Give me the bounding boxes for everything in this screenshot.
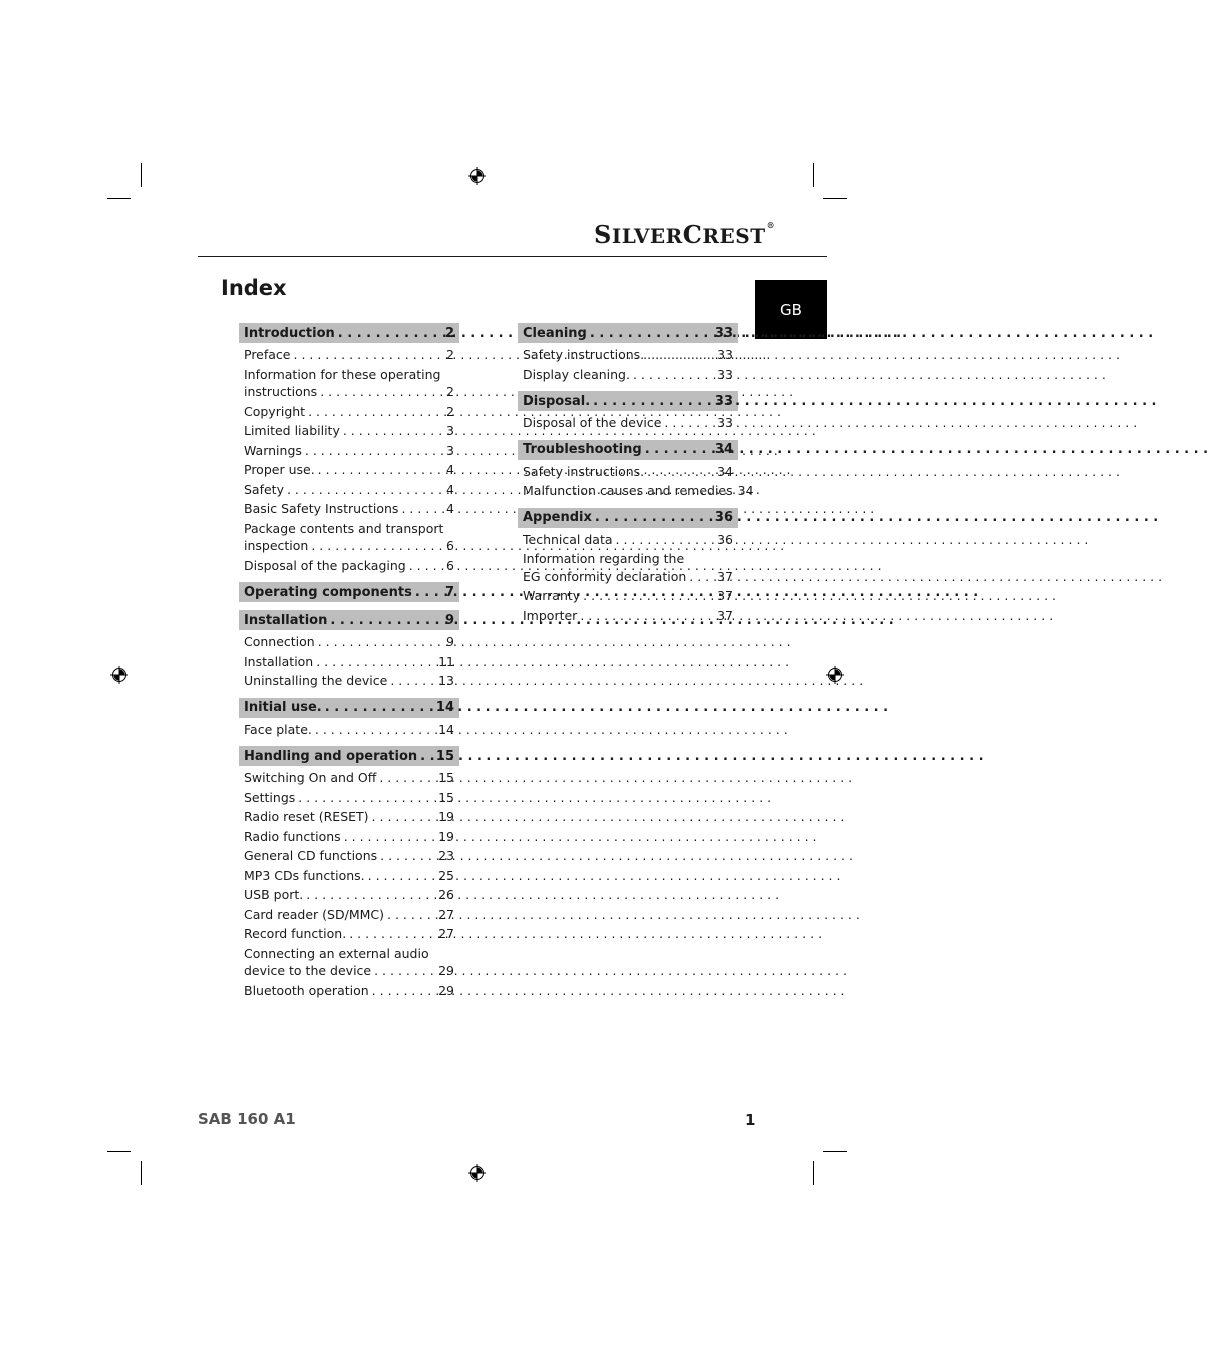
entry-title-line: Connecting an external audio (244, 945, 429, 961)
entry-page: 14 (438, 721, 454, 737)
section-page: 2 (444, 325, 454, 341)
entry-page: 4 (446, 462, 454, 477)
dot-leader (415, 585, 443, 600)
entry-title: Technical data (523, 531, 613, 547)
entry-row (523, 568, 733, 586)
entry-page: 13 (438, 673, 454, 688)
entry-title: Connection (244, 634, 315, 649)
entry-row (244, 906, 454, 924)
section-title: Disposal. (523, 393, 591, 409)
section-title: Introduction (244, 325, 335, 341)
entry-page: 25 (438, 867, 454, 883)
entry-row (523, 366, 733, 384)
entry-row (523, 346, 733, 364)
index-entry (239, 828, 459, 846)
crop-mark (813, 1161, 814, 1185)
section-title: Operating components (244, 584, 412, 600)
entry-row (244, 886, 454, 904)
entry-page: 15 (438, 770, 454, 785)
section-title: Cleaning (523, 325, 587, 341)
dot-leader (368, 867, 436, 885)
entry-title: Display cleaning. (523, 366, 630, 382)
dot-leader (318, 461, 444, 479)
entry-title: device to the device (244, 963, 372, 978)
entry-page: 33 (717, 366, 733, 382)
index-entry (239, 481, 459, 499)
entry-row (244, 346, 454, 364)
dot-leader (689, 568, 715, 586)
entry-page: 4 (446, 481, 454, 497)
entry-title: Copyright (244, 403, 306, 419)
index-section (239, 746, 459, 999)
index-entry (239, 653, 459, 671)
index-entry (239, 721, 459, 739)
entry-title: Malfunction causes and remedies (523, 483, 733, 498)
section-page: 33 (714, 325, 733, 341)
entry-row (244, 769, 454, 787)
index-entry (239, 945, 459, 980)
index-entry (239, 982, 459, 1000)
section-heading (518, 391, 738, 411)
section-heading (239, 746, 459, 766)
crop-mark (813, 163, 814, 187)
entry-row (244, 962, 454, 980)
section-page: 33 (714, 393, 733, 409)
index-entry (518, 531, 738, 549)
entry-page: 2 (446, 384, 454, 399)
dot-leader (387, 906, 436, 924)
entry-title: Proper use. (244, 462, 315, 477)
dot-leader (343, 422, 444, 440)
entry-page: 3 (446, 423, 454, 438)
dot-leader (616, 531, 716, 549)
index-entry (239, 867, 459, 885)
index-entry (239, 520, 459, 555)
dot-leader (308, 403, 444, 421)
entry-row (244, 808, 454, 826)
index-section (239, 582, 459, 602)
index-entry (239, 403, 459, 421)
index-section (518, 440, 754, 500)
index-entry (518, 414, 738, 432)
dot-leader (372, 982, 436, 1000)
registration-mark-icon (468, 167, 486, 185)
crop-mark (107, 1151, 131, 1152)
dot-leader (647, 463, 715, 481)
section-page: 34 (714, 442, 733, 457)
entry-row (244, 828, 454, 846)
dot-leader (420, 749, 434, 764)
entry-page: 27 (438, 906, 454, 922)
index-section (239, 610, 459, 690)
entry-row (523, 482, 754, 500)
entry-row (523, 607, 733, 625)
dot-leader (320, 383, 444, 401)
entry-page: 11 (438, 653, 454, 669)
registration-mark-icon (110, 666, 128, 684)
dot-leader (287, 481, 444, 499)
index-section (518, 323, 738, 383)
dot-leader (664, 414, 715, 432)
entry-page: 9 (446, 634, 454, 649)
entry-row (244, 481, 454, 499)
dot-leader (590, 326, 713, 341)
entry-page: 6 (446, 538, 454, 553)
entry-title: USB port. (244, 887, 304, 902)
index-section (518, 508, 738, 625)
index-entry (239, 557, 459, 575)
section-title: Troubleshooting (523, 442, 642, 457)
entry-page: 36 (717, 531, 733, 547)
index-entry (518, 607, 738, 625)
entry-title: Warranty (523, 588, 581, 603)
dot-leader (379, 769, 436, 787)
entry-page: 23 (438, 848, 454, 863)
entry-title: Importer (523, 607, 578, 623)
entry-row (244, 537, 454, 555)
entry-title: EG conformity declaration (523, 568, 687, 584)
crop-mark (823, 198, 847, 199)
section-page: 15 (435, 748, 454, 764)
index-entry (518, 463, 738, 481)
entry-title: MP3 CDs functions. (244, 867, 365, 883)
entry-title: Radio reset (RESET) (244, 809, 369, 824)
dot-leader (306, 886, 436, 904)
dot-leader (344, 828, 436, 846)
entry-title: Safety instructions. (523, 463, 645, 479)
dot-leader (593, 394, 713, 409)
index-entry (518, 482, 754, 500)
entry-page: 37 (717, 607, 733, 623)
entry-row (244, 500, 454, 518)
entry-row (244, 461, 454, 479)
entry-title: Record function. (244, 926, 347, 941)
entry-page: 37 (717, 568, 733, 584)
entry-page: 3 (446, 442, 454, 458)
entry-title: Limited liability (244, 423, 340, 438)
entry-row (523, 587, 733, 605)
entry-title: General CD functions (244, 848, 378, 863)
index-entry (518, 550, 738, 585)
dot-leader (298, 789, 436, 807)
entry-page: 26 (438, 887, 454, 902)
dot-leader (580, 607, 715, 625)
entry-title: Disposal of the packaging (244, 557, 406, 573)
entry-row (244, 867, 454, 885)
index-entry (239, 422, 459, 440)
section-heading (518, 440, 738, 460)
index-entry (239, 633, 459, 651)
section-heading (518, 323, 738, 343)
entry-title: Disposal of the device (523, 415, 662, 430)
index-entry (239, 500, 459, 518)
page-number: 1 (745, 1111, 756, 1129)
entry-page: 37 (717, 588, 733, 603)
entry-title-line: Package contents and transport (244, 520, 444, 536)
section-page: 7 (444, 584, 454, 600)
entry-row (244, 789, 454, 807)
index-column-right (518, 323, 754, 632)
language-tab: GB (755, 280, 827, 339)
index-entry (239, 789, 459, 807)
dot-leader (305, 442, 444, 460)
entry-row (244, 847, 454, 865)
entry-row (523, 463, 733, 481)
entry-title: Safety (244, 481, 284, 497)
index-section (239, 698, 459, 739)
index-entry (239, 808, 459, 826)
entry-title: Card reader (SD/MMC) (244, 906, 384, 922)
section-heading (239, 323, 459, 343)
dot-leader (294, 346, 445, 364)
entry-page: 4 (446, 501, 454, 516)
dot-leader (647, 346, 715, 364)
entry-row (244, 403, 454, 421)
entry-row (244, 383, 454, 401)
dot-leader (390, 672, 436, 690)
crop-mark (141, 163, 142, 187)
entry-title: Warnings (244, 442, 302, 458)
index-column-left (239, 323, 459, 1007)
entry-row (244, 982, 454, 1000)
entry-page: 34 (717, 463, 733, 479)
entry-page: 34 (737, 483, 754, 498)
section-heading (239, 610, 459, 630)
dot-leader (315, 721, 436, 739)
dot-leader (372, 808, 437, 826)
entry-row (523, 414, 733, 432)
dot-leader (349, 925, 436, 943)
index-entry (239, 346, 459, 364)
entry-page: 19 (438, 828, 454, 844)
entry-title: instructions (244, 384, 318, 399)
entry-page: 2 (446, 403, 454, 419)
model-number: SAB 160 A1 (198, 1110, 296, 1128)
entry-row (244, 925, 454, 943)
entry-title: Basic Safety Instructions (244, 501, 399, 516)
dot-leader (316, 653, 436, 671)
entry-page: 19 (438, 809, 454, 824)
entry-title: Safety instructions. (523, 347, 645, 362)
entry-row (244, 721, 454, 739)
entry-page: 33 (717, 415, 733, 430)
dot-leader (583, 587, 715, 605)
entry-title: Preface (244, 347, 291, 362)
header-divider (198, 256, 827, 257)
entry-page: 27 (438, 926, 454, 941)
entry-row (244, 653, 454, 671)
entry-title: inspection (244, 538, 309, 553)
index-section (239, 323, 459, 574)
index-entry (239, 366, 459, 401)
entry-page: 15 (438, 789, 454, 805)
section-title: Appendix (523, 510, 592, 525)
entry-row (523, 531, 733, 549)
entry-page: 29 (438, 982, 454, 998)
entry-page: 6 (446, 557, 454, 573)
dot-leader (409, 557, 444, 575)
section-page: 9 (444, 612, 454, 628)
entry-title: Radio functions (244, 828, 341, 844)
section-heading (518, 508, 738, 528)
index-entry (518, 346, 738, 364)
entry-row (244, 672, 454, 690)
index-entry (239, 886, 459, 904)
entry-title: Installation (244, 653, 314, 669)
crop-mark (823, 1151, 847, 1152)
section-page: 14 (435, 700, 454, 715)
entry-row (244, 442, 454, 460)
entry-title: Uninstalling the device (244, 673, 388, 688)
entry-title: Settings (244, 789, 296, 805)
index-entry (239, 461, 459, 479)
index-entry (239, 769, 459, 787)
dot-leader (338, 326, 443, 341)
section-heading (239, 582, 459, 602)
index-entry (239, 672, 459, 690)
dot-leader (645, 442, 713, 457)
entry-row (244, 422, 454, 440)
entry-page: 33 (717, 347, 733, 362)
page-title: Index (221, 276, 287, 300)
index-entry (518, 587, 738, 605)
crop-mark (141, 1161, 142, 1185)
index-entry (239, 847, 459, 865)
entry-page: 2 (446, 347, 454, 362)
dot-leader (325, 700, 434, 715)
dot-leader (401, 500, 444, 518)
dot-leader (595, 510, 713, 525)
section-title: Installation (244, 612, 328, 628)
entry-title: Bluetooth operation (244, 982, 369, 998)
index-entry (518, 366, 738, 384)
index-entry (239, 925, 459, 943)
dot-leader (374, 962, 436, 980)
section-title: Initial use. (244, 700, 322, 715)
entry-title: Face plate. (244, 721, 312, 737)
entry-row (244, 633, 454, 651)
index-entry (239, 906, 459, 924)
section-title: Handling and operation (244, 748, 418, 764)
entry-title-line: Information regarding the (523, 551, 685, 566)
brand-logo: SILVERCREST® (594, 220, 776, 249)
dot-leader (318, 633, 444, 651)
section-heading (239, 698, 459, 718)
section-page: 36 (714, 510, 733, 525)
dot-leader (380, 847, 436, 865)
dot-leader (330, 613, 443, 628)
entry-row (244, 557, 454, 575)
index-section (518, 391, 738, 432)
index-entry (239, 442, 459, 460)
registration-mark-icon (468, 1164, 486, 1182)
entry-title: Switching On and Off (244, 770, 377, 785)
entry-title-line: Information for these operating (244, 366, 441, 382)
entry-page: 29 (438, 963, 454, 978)
dot-leader (311, 537, 444, 555)
crop-mark (107, 198, 131, 199)
dot-leader (633, 366, 715, 384)
